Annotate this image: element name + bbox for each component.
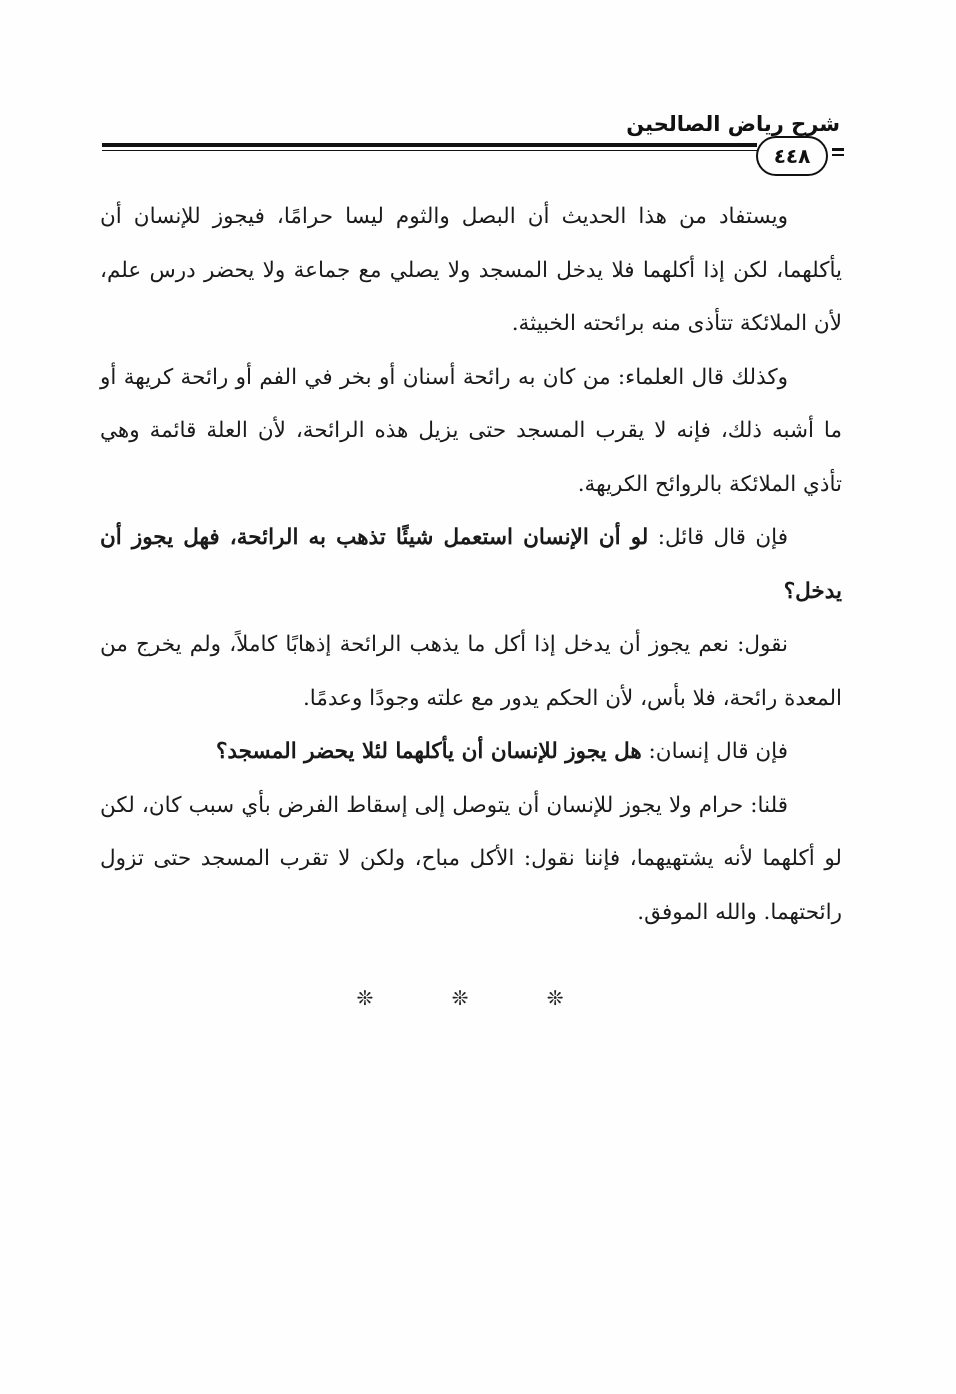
header-rule xyxy=(102,143,757,151)
paragraph: نقول: نعم يجوز أن يدخل إذا أكل ما يذهب الرائحة إذهابًا كاملاً، ولم يخرج من المعدة رائحة، فلا بأس، لأن الحكم يدور مع علته وجودًا وعدمًا. xyxy=(100,632,842,711)
section-end-ornament: ❊ ❊ ❊ xyxy=(356,986,600,1010)
question-text: هل يجوز للإنسان أن يأكلهما لئلا يحضر المسجد؟ xyxy=(215,739,642,764)
running-header-title: شرح رياض الصالحين xyxy=(626,112,840,136)
question-lead: فإن قال إنسان: xyxy=(641,739,788,764)
paragraph xyxy=(100,725,842,779)
paragraph xyxy=(100,511,842,618)
question-text: لو أن الإنسان استعمل شيئًا تذهب به الرائحة، فهل يجوز أن يدخل؟ xyxy=(100,525,842,604)
header-rule-end xyxy=(832,148,844,156)
question-lead: فإن قال قائل: xyxy=(648,525,788,550)
paragraph: وكذلك قال العلماء: من كان به رائحة أسنان أو بخر في الفم أو رائحة كريهة أو ما أشبه ذلك، فإنه لا يقرب المسجد حتى يزيل هذه الرائحة، لأن العلة قائمة وهي تأذي الملائكة بالروائح الكريهة. xyxy=(100,364,842,497)
paragraph: قلنا: حرام ولا يجوز للإنسان أن يتوصل إلى إسقاط الفرض بأي سبب كان، لكن لو أكلهما لأنه يشتهيهما، فإننا نقول: الأكل مباح، ولكن لا تقرب المسجد حتى تزول رائحتهما. والله الموفق. xyxy=(100,792,842,925)
paragraph: ويستفاد من هذا الحديث أن البصل والثوم ليسا حرامًا، فيجوز للإنسان أن يأكلهما، لكن إذا أكلهما فلا يدخل المسجد ولا يصلي مع جماعة ولا يحضر درس علم، لأن الملائكة تتأذى منه برائحته الخبيثة. xyxy=(100,204,842,336)
page-number: ٤٤٨ xyxy=(756,136,828,176)
body-text xyxy=(100,190,842,939)
